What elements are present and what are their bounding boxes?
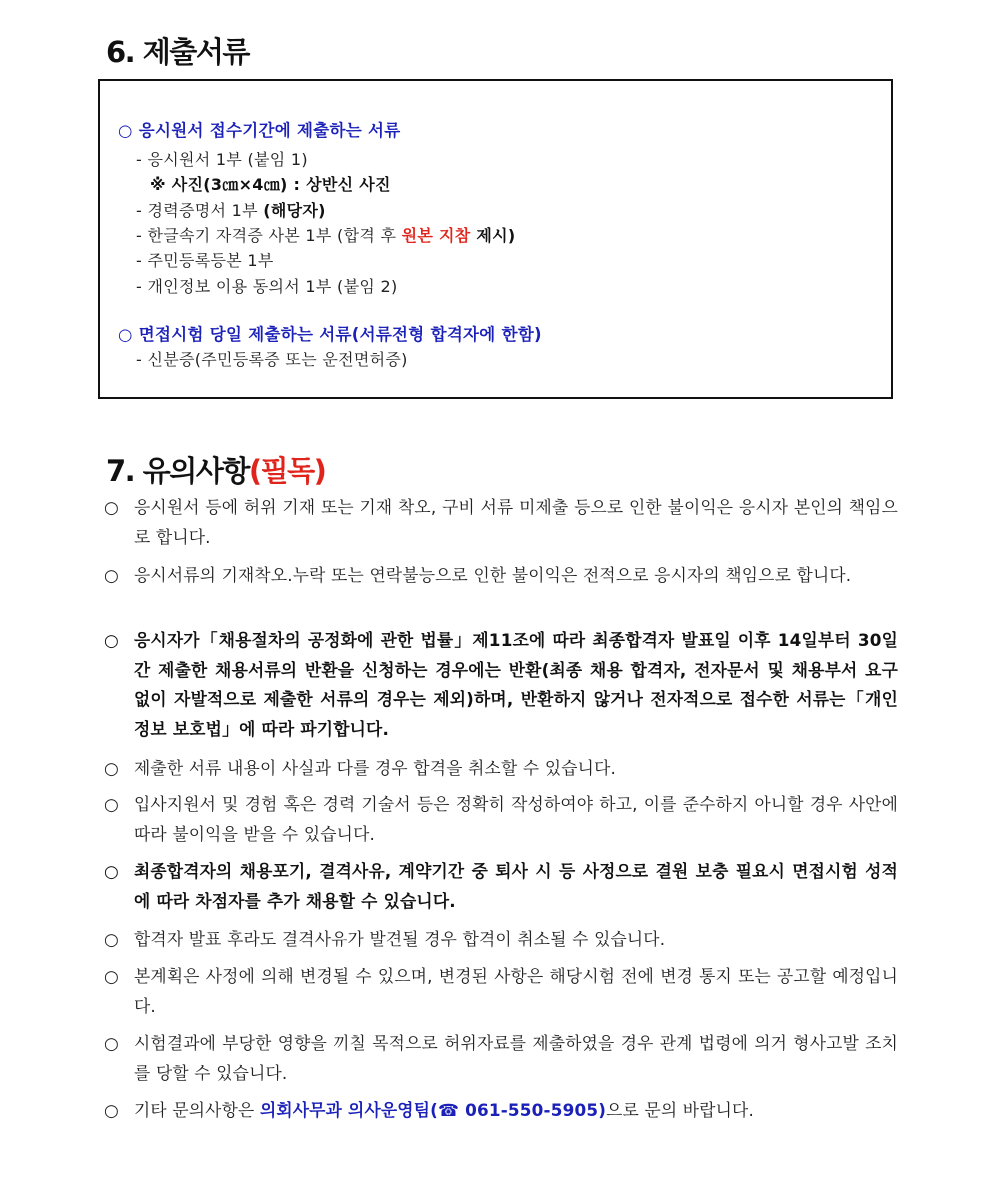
group2-title: ○ 면접시험 당일 제출하는 서류(서류전형 합격자에 한함) — [118, 325, 542, 344]
notice-item — [104, 493, 898, 552]
notice-text: 합격자 발표 후라도 결격사유가 발견될 경우 합격이 취소될 수 있습니다. — [134, 929, 666, 949]
circle-bullet-icon: ○ — [104, 758, 119, 778]
contact-suffix: 으로 문의 바랍니다. — [606, 1100, 754, 1120]
photo-note: ※ 사진(3㎝×4㎝) : 상반신 사진 — [150, 175, 391, 194]
doc-item: - 응시원서 1부 (붙임 1) — [136, 150, 308, 169]
notice-text: 응시원서 등에 허위 기재 또는 기재 착오, 구비 서류 미제출 등으로 인한 불이익은 응시자 본인의 책임으로 합니다. — [134, 497, 898, 547]
circle-bullet-icon: ○ — [104, 630, 119, 650]
doc-item: - 주민등록등본 1부 — [136, 251, 274, 270]
circle-bullet-icon: ○ — [104, 1100, 119, 1120]
notice-item — [104, 1029, 898, 1088]
notice-text: 입사지원서 및 경험 혹은 경력 기술서 등은 정확히 작성하여야 하고, 이를 준수하지 아니할 경우 사안에 따라 불이익을 받을 수 있습니다. — [134, 794, 898, 844]
doc-item: - 신분증(주민등록증 또는 운전면허증) — [136, 350, 408, 369]
section-6-heading: 6. 제출서류 — [106, 35, 249, 69]
original-copy-emphasis: 원본 지참 — [401, 226, 471, 245]
notice-item — [104, 790, 898, 849]
doc-item-text: - 경력증명서 1부 — [136, 201, 264, 220]
notice-text: 최종합격자의 채용포기, 결격사유, 계약기간 중 퇴사 시 등 사정으로 결원 보충 필요시 면접시험 성적에 따라 차점자를 추가 채용할 수 있습니다. — [134, 861, 898, 911]
contact-text — [104, 1096, 898, 1126]
circle-bullet-icon: ○ — [104, 794, 119, 814]
notice-item — [104, 925, 898, 955]
doc-item-suffix: 제시) — [470, 226, 516, 245]
notice-text: 응시자가「채용절차의 공정화에 관한 법률」제11조에 따라 최종합격자 발표일 이후 14일부터 30일 간 제출한 채용서류의 반환을 신청하는 경우에는 반환(최종 채용 합격자, 전자문서 및 채용부서 요구 없이 자발적으로 제출한 서류의 경우는 제외)하며, 반환하지 않거나 전자적으로 접수한 서류는「개인정보 보호법」에 따라 파기합니다. — [134, 630, 898, 739]
circle-bullet-icon: ○ — [104, 497, 119, 517]
section-7-heading — [106, 449, 325, 490]
notice-text: 응시서류의 기재착오.누락 또는 연락불능으로 인한 불이익은 전적으로 응시자의 책임으로 합니다. — [134, 565, 852, 585]
circle-bullet-icon: ○ — [104, 929, 119, 949]
doc-item-condition: (해당자) — [263, 201, 326, 220]
group1-title: ○ 응시원서 접수기간에 제출하는 서류 — [118, 121, 401, 140]
notice-text: 제출한 서류 내용이 사실과 다를 경우 합격을 취소할 수 있습니다. — [134, 758, 617, 778]
notice-item — [104, 754, 898, 784]
notice-text: 시험결과에 부당한 영향을 끼칠 목적으로 허위자료를 제출하였을 경우 관계 법령에 의거 형사고발 조치를 당할 수 있습니다. — [134, 1033, 898, 1083]
contact-phone-link: 의회사무과 의사운영팀(☎ 061-550-5905) — [259, 1100, 607, 1120]
notice-item — [104, 857, 898, 916]
circle-bullet-icon: ○ — [104, 861, 119, 881]
notice-item — [104, 626, 898, 744]
notice-item — [104, 962, 898, 1021]
doc-item: - 개인정보 이용 동의서 1부 (붙임 2) — [136, 277, 398, 296]
circle-bullet-icon: ○ — [104, 966, 119, 986]
contact-prefix: 기타 문의사항은 — [134, 1100, 260, 1120]
notice-item-contact — [104, 1096, 898, 1126]
doc-item — [136, 223, 516, 246]
must-read-label: (필독) — [248, 454, 326, 488]
circle-bullet-icon: ○ — [104, 1033, 119, 1053]
notice-item — [104, 561, 898, 591]
documents-box — [98, 79, 893, 399]
doc-item — [136, 198, 326, 221]
doc-item-text: - 한글속기 자격증 사본 1부 (합격 후 — [136, 226, 402, 245]
circle-bullet-icon: ○ — [104, 565, 119, 585]
notice-text: 본계획은 사정에 의해 변경될 수 있으며, 변경된 사항은 해당시험 전에 변경 통지 또는 공고할 예정입니다. — [134, 966, 898, 1016]
section-7-title: 7. 유의사항 — [106, 454, 249, 488]
